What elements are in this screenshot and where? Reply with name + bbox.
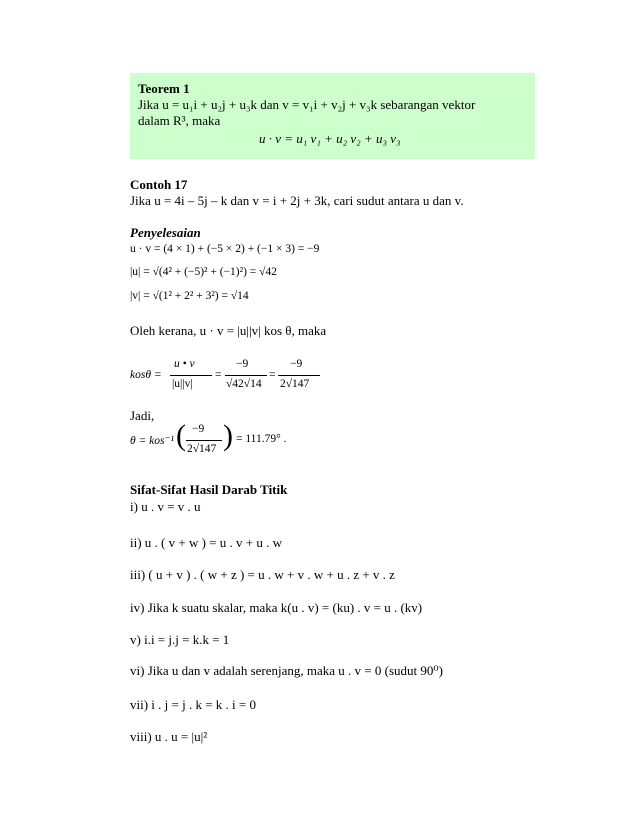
theta-lhs: θ = kos⁻¹ — [130, 435, 175, 447]
solution-title: Penyelesaian — [130, 225, 201, 240]
theorem-line1: Jika u = u₁i + u₂j + u₃k dan v = v₁i + v₂j + v₃k sebarangan vektor — [138, 97, 476, 112]
theta-den: 2√147 — [187, 443, 217, 455]
property-item: vii) i . j = j . k = k . i = 0 — [130, 697, 256, 712]
property-item: ii) u . ( v + w ) = u . v + u . w — [130, 535, 282, 550]
solution-dot-line: u · v = (4 × 1) + (−5 × 2) + (−1 × 3) = −9 — [130, 243, 320, 255]
kos-frac3-num: −9 — [290, 358, 303, 370]
theorem-title: Teorem 1 — [138, 81, 190, 96]
property-item: iv) Jika k suatu skalar, maka k(u . v) = (ku) . v = u . (kv) — [130, 600, 423, 615]
theta-paren-right: ) — [223, 419, 233, 452]
theta-num: −9 — [192, 423, 205, 435]
kos-frac2-den: √42√14 — [226, 378, 262, 390]
example-statement: Jika u = 4i – 5j – k dan v = i + 2j + 3k, cari sudut antara u dan v. — [130, 193, 464, 208]
kos-frac1-den: |u||v| — [172, 378, 193, 390]
kos-eq-sign1: = — [215, 369, 222, 381]
property-item: iii) ( u + v ) . ( w + z ) = u . w + v . w + u . z + v . z — [130, 567, 395, 582]
properties-title: Sifat-Sifat Hasil Darab Titik — [130, 482, 288, 497]
kos-frac3-line — [278, 375, 320, 376]
property-item: vi) Jika u dan v adalah serenjang, maka u . v = 0 (sudut 90⁰) — [130, 663, 443, 678]
kos-lhs: kosθ = — [130, 369, 162, 381]
property-item: i) u . v = v . u — [130, 499, 201, 514]
theorem-formula: u · v = u₁ v₁ + u₂ v₂ + u₃ v₃ — [259, 131, 401, 146]
solution-oleh: Oleh kerana, u · v = |u||v| kos θ, maka — [130, 323, 327, 338]
theorem-line2: dalam R³, maka — [138, 113, 221, 128]
kos-frac1-line — [170, 375, 212, 376]
kos-frac2-num: −9 — [236, 358, 249, 370]
theta-frac-line — [186, 440, 222, 441]
kos-eq-sign2: = — [269, 369, 276, 381]
theta-rhs: = 111.79° . — [236, 433, 287, 445]
example-title: Contoh 17 — [130, 177, 188, 192]
theta-paren-left: ( — [176, 419, 186, 452]
kos-frac2-line — [225, 375, 267, 376]
solution-norm-v: |v| = √(1² + 2² + 3²) = √14 — [130, 290, 249, 302]
kos-frac3-den: 2√147 — [280, 378, 310, 390]
kos-frac1-num: u • v — [174, 358, 195, 370]
solution-norm-u: |u| = √(4² + (−5)² + (−1)²) = √42 — [130, 266, 277, 278]
property-item: v) i.i = j.j = k.k = 1 — [130, 632, 230, 647]
property-item: viii) u . u = |u|² — [130, 729, 208, 744]
solution-jadi: Jadi, — [130, 408, 155, 423]
